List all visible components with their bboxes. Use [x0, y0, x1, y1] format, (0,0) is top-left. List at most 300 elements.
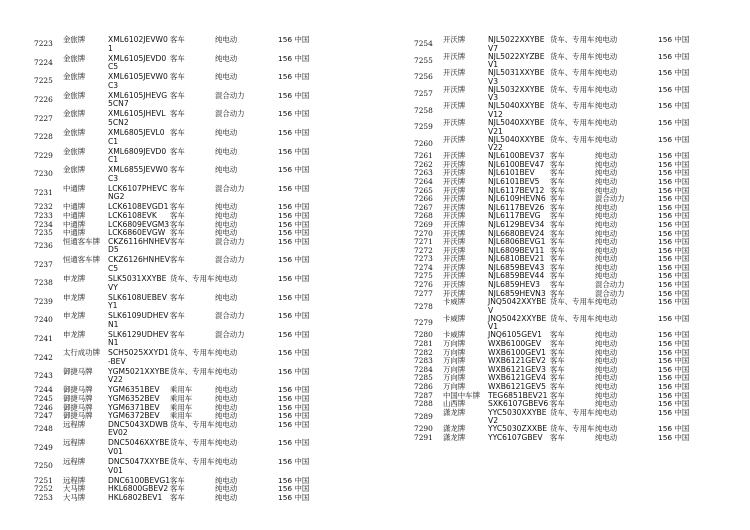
country-cell: 156 中国	[658, 407, 690, 417]
row-number: 7287	[414, 390, 433, 400]
brand-cell: 万向牌	[443, 364, 466, 374]
vehicle-type-cell: 货车、专用车	[170, 457, 215, 467]
brand-cell: 万向牌	[443, 356, 466, 366]
model-cell: LCK6108EVK	[108, 210, 157, 220]
vehicle-type-cell: 货车、专用车	[170, 438, 215, 448]
power-type-cell: 纯电动	[215, 394, 238, 404]
model-cell: XML6102JEVW0	[108, 35, 168, 44]
row-number: 7261	[414, 151, 433, 161]
model-cell-continued: V1	[488, 60, 499, 70]
model-cell: DNC5046XXYBE	[108, 438, 170, 448]
table-row	[34, 185, 356, 204]
country-cell: 156 中国	[658, 151, 690, 161]
model-cell-continued: V12	[488, 109, 503, 119]
brand-cell: 远程牌	[63, 457, 86, 467]
row-number: 7279	[414, 318, 433, 328]
country-cell: 156 中国	[658, 373, 690, 383]
brand-cell: 卡威牌	[443, 330, 466, 340]
country-cell: 156 中国	[278, 72, 310, 82]
vehicle-type-cell: 客车	[170, 329, 185, 339]
table-row	[34, 275, 356, 294]
power-type-cell: 纯电动	[215, 165, 238, 175]
table-row	[34, 238, 356, 257]
country-cell: 156 中国	[278, 273, 310, 283]
row-number: 7233	[34, 210, 53, 220]
country-cell: 156 中国	[278, 210, 310, 220]
table-row	[414, 136, 736, 153]
country-cell: 156 中国	[658, 288, 690, 298]
row-number: 7275	[414, 271, 433, 281]
model-cell-continued: V3	[488, 76, 499, 86]
table-row	[34, 256, 356, 275]
power-type-cell: 纯电动	[595, 330, 618, 340]
country-cell: 156 中国	[658, 237, 690, 247]
power-type-cell: 纯电动	[595, 297, 618, 307]
power-type-cell: 纯电动	[595, 35, 618, 44]
model-cell: NJL6117BEVG	[488, 211, 541, 221]
brand-cell: 申龙牌	[63, 329, 86, 339]
country-cell: 156 中国	[658, 424, 690, 434]
brand-cell: 开沃牌	[443, 262, 466, 272]
brand-cell: 开沃牌	[443, 288, 466, 298]
power-type-cell: 混合动力	[595, 288, 625, 298]
vehicle-type-cell: 客车	[550, 399, 565, 409]
country-cell: 156 中国	[658, 134, 690, 144]
country-cell: 156 中国	[278, 385, 310, 395]
vehicle-type-cell: 客车	[550, 185, 565, 195]
row-number: 7224	[34, 57, 53, 67]
country-cell: 156 中国	[278, 457, 310, 467]
vehicle-type-cell: 客车	[170, 90, 185, 100]
model-cell-continued: V1	[488, 322, 499, 332]
model-cell: NJL6100BEV37	[488, 151, 545, 161]
model-cell: NJL6806BEVG1	[488, 237, 546, 247]
model-cell: YYC5030XXYBE	[488, 407, 547, 417]
brand-cell: 申龙牌	[63, 273, 86, 283]
brand-cell: 远程牌	[63, 475, 86, 485]
power-type-cell: 纯电动	[215, 484, 238, 494]
country-cell: 156 中国	[278, 109, 310, 119]
brand-cell: 开沃牌	[443, 194, 466, 204]
row-number: 7226	[34, 95, 53, 105]
table-row	[34, 312, 356, 331]
model-cell: SXK6107GBEV6	[488, 399, 549, 409]
country-cell: 156 中国	[658, 254, 690, 264]
model-cell: NJL6810BEV21	[488, 254, 545, 264]
row-number: 7262	[414, 159, 433, 169]
table-row	[34, 494, 356, 503]
country-cell: 156 中国	[658, 228, 690, 238]
vehicle-type-cell: 货车、专用车	[170, 273, 215, 283]
row-number: 7273	[414, 254, 433, 264]
vehicle-type-cell: 客车	[170, 202, 185, 212]
table-row	[414, 298, 736, 315]
model-cell: WXB6100GEV1	[488, 347, 546, 357]
brand-cell: 金旅牌	[63, 165, 86, 175]
row-number: 7247	[34, 411, 53, 421]
vehicle-type-cell: 客车	[170, 475, 185, 485]
row-number: 7268	[414, 211, 433, 221]
vehicle-type-cell: 货车、专用车	[550, 424, 595, 434]
model-cell: DNC5043XDWB	[108, 419, 168, 429]
model-cell-continued: V22	[108, 375, 123, 385]
country-cell: 156 中国	[278, 419, 310, 429]
vehicle-type-cell: 货车、专用车	[550, 297, 595, 307]
country-cell: 156 中国	[658, 159, 690, 169]
country-cell: 156 中国	[278, 165, 310, 175]
row-number: 7270	[414, 228, 433, 238]
model-cell: NJL5031XXYBE	[488, 68, 545, 78]
model-cell-continued: Y1	[108, 301, 118, 311]
brand-cell: 万向牌	[443, 382, 466, 391]
row-number: 7249	[34, 442, 53, 452]
vehicle-type-cell: 客车	[550, 364, 565, 374]
country-cell: 156 中国	[278, 127, 310, 137]
power-type-cell: 纯电动	[595, 245, 618, 255]
row-number: 7286	[414, 382, 433, 391]
table-row	[414, 434, 736, 443]
model-cell: NJL6859HEVN3	[488, 288, 546, 298]
vehicle-type-cell: 客车	[550, 245, 565, 255]
power-type-cell: 纯电动	[215, 146, 238, 156]
power-type-cell: 纯电动	[595, 313, 618, 323]
brand-cell: 万向牌	[443, 339, 466, 349]
table-row	[34, 129, 356, 148]
row-number: 7269	[414, 219, 433, 229]
brand-cell: 申龙牌	[63, 292, 86, 302]
row-number: 7271	[414, 237, 433, 247]
row-number: 7274	[414, 262, 433, 272]
brand-cell: 中通牌	[63, 183, 86, 193]
power-type-cell: 纯电动	[595, 151, 618, 161]
model-cell: NJL5032XXYBE	[488, 84, 545, 94]
row-number: 7252	[34, 484, 53, 494]
country-cell: 156 中国	[658, 382, 690, 391]
country-cell: 156 中国	[278, 492, 310, 502]
model-cell: LCK6107PHEVC	[108, 183, 168, 193]
brand-cell: 中通牌	[63, 219, 86, 229]
power-type-cell: 纯电动	[595, 117, 618, 127]
brand-cell: 开沃牌	[443, 237, 466, 247]
power-type-cell: 纯电动	[595, 364, 618, 374]
power-type-cell: 纯电动	[215, 202, 238, 212]
model-cell: XML6855JEVW0	[108, 165, 168, 175]
power-type-cell: 混合动力	[595, 194, 625, 204]
model-cell: HKL6800GBEV2	[108, 484, 169, 494]
row-number: 7258	[414, 105, 433, 115]
brand-cell: 金旅牌	[63, 35, 86, 44]
model-cell-continued: V21	[488, 126, 503, 136]
row-number: 7255	[414, 55, 433, 65]
brand-cell: 中通牌	[63, 228, 86, 238]
country-cell: 156 中国	[278, 90, 310, 100]
power-type-cell: 纯电动	[595, 84, 618, 94]
table-row	[34, 110, 356, 129]
model-cell-continued: N1	[108, 319, 119, 329]
row-number: 7246	[34, 402, 53, 412]
brand-cell: 御捷马牌	[63, 411, 93, 421]
model-cell: JNQ5042XXYBE	[488, 313, 547, 323]
vehicle-type-cell: 客车	[170, 109, 185, 119]
brand-cell: 开沃牌	[443, 168, 466, 178]
brand-cell: 开沃牌	[443, 211, 466, 221]
model-cell: WXB6121GEV3	[488, 364, 546, 374]
model-cell: YGM6352BEV	[108, 394, 160, 404]
model-cell: WXB6100GEV	[488, 339, 542, 349]
model-cell-continued: N1	[108, 338, 119, 348]
power-type-cell: 纯电动	[215, 402, 238, 412]
country-cell: 156 中国	[658, 51, 690, 61]
model-cell-continued: EV02	[108, 428, 128, 438]
table-row	[34, 148, 356, 167]
row-number: 7266	[414, 194, 433, 204]
power-type-cell: 纯电动	[595, 356, 618, 366]
brand-cell: 金旅牌	[63, 72, 86, 82]
country-cell: 156 中国	[278, 228, 310, 238]
table-row	[34, 458, 356, 477]
country-cell: 156 中国	[278, 475, 310, 485]
model-cell: NJL6117BEV26	[488, 202, 545, 212]
country-cell: 156 中国	[658, 194, 690, 204]
row-number: 7239	[34, 296, 53, 306]
vehicle-type-cell: 客车	[550, 339, 565, 349]
power-type-cell: 纯电动	[595, 407, 618, 417]
row-number: 7257	[414, 89, 433, 99]
row-number: 7277	[414, 288, 433, 298]
power-type-cell: 纯电动	[595, 382, 618, 391]
brand-cell: 金旅牌	[63, 127, 86, 137]
row-number: 7259	[414, 122, 433, 132]
row-number: 7284	[414, 364, 433, 374]
power-type-cell: 纯电动	[595, 176, 618, 186]
power-type-cell: 混合动力	[215, 255, 245, 265]
power-type-cell: 纯电动	[215, 228, 238, 238]
model-cell: NJL6117BEV12	[488, 185, 545, 195]
model-cell: HKL6802BEV1	[108, 492, 163, 502]
power-type-cell: 纯电动	[595, 339, 618, 349]
power-type-cell: 纯电动	[595, 347, 618, 357]
model-cell-continued: V2	[488, 416, 499, 426]
row-number: 7265	[414, 185, 433, 195]
vehicle-type-cell: 客车	[170, 228, 185, 238]
power-type-cell: 混合动力	[215, 311, 245, 321]
row-number: 7272	[414, 245, 433, 255]
model-cell: WXB6121GEV5	[488, 382, 546, 391]
country-cell: 156 中国	[658, 364, 690, 374]
table-row	[34, 36, 356, 55]
power-type-cell: 纯电动	[215, 457, 238, 467]
vehicle-type-cell: 客车	[550, 219, 565, 229]
row-number: 7288	[414, 399, 433, 409]
vehicle-type-cell: 客车	[550, 159, 565, 169]
model-cell-continued: -BEV	[108, 356, 126, 366]
country-cell: 156 中国	[658, 168, 690, 178]
model-cell-continued: V3	[488, 93, 499, 103]
power-type-cell: 混合动力	[215, 329, 245, 339]
brand-cell: 远程牌	[63, 438, 86, 448]
row-number: 7238	[34, 278, 53, 288]
brand-cell: 中通牌	[63, 210, 86, 220]
country-cell: 156 中国	[278, 411, 310, 421]
brand-cell: 恒通客车牌	[63, 236, 100, 246]
power-type-cell: 纯电动	[215, 411, 238, 421]
power-type-cell: 纯电动	[595, 254, 618, 264]
brand-cell: 开沃牌	[443, 84, 466, 94]
brand-cell: 御捷马牌	[63, 385, 93, 395]
brand-cell: 金旅牌	[63, 146, 86, 156]
model-cell: NJL5022XXYBE	[488, 35, 545, 44]
power-type-cell: 纯电动	[215, 273, 238, 283]
model-cell-continued: NG2	[108, 192, 125, 202]
vehicle-type-cell: 乘用车	[170, 402, 193, 412]
power-type-cell: 纯电动	[215, 127, 238, 137]
row-number: 7251	[34, 475, 53, 485]
power-type-cell: 纯电动	[215, 475, 238, 485]
row-number: 7230	[34, 169, 53, 179]
model-cell: XML6105JHEVG	[108, 90, 168, 100]
power-type-cell: 纯电动	[595, 219, 618, 229]
row-number: 7283	[414, 356, 433, 366]
model-cell-continued: V22	[488, 143, 503, 153]
row-number: 7231	[34, 188, 53, 198]
country-cell: 156 中国	[658, 356, 690, 366]
brand-cell: 中国中车牌	[443, 390, 480, 400]
vehicle-type-cell: 客车	[550, 271, 565, 281]
row-number: 7282	[414, 347, 433, 357]
model-cell-continued: VY	[108, 282, 118, 292]
vehicle-type-cell: 货车、专用车	[170, 348, 215, 358]
model-cell: LCK6108EVGD1	[108, 202, 169, 212]
model-cell: NJL6859BEV43	[488, 262, 545, 272]
brand-cell: 开沃牌	[443, 134, 466, 144]
power-type-cell: 纯电动	[595, 101, 618, 111]
brand-cell: 万向牌	[443, 373, 466, 383]
model-cell: SCH5025XXYD1	[108, 348, 169, 358]
table-row	[414, 409, 736, 426]
vehicle-type-cell: 货车、专用车	[550, 51, 595, 61]
brand-cell: 开沃牌	[443, 254, 466, 264]
model-cell: NJL6129BEV34	[488, 219, 545, 229]
brand-cell: 开沃牌	[443, 176, 466, 186]
model-cell: LCK6809EVGM3	[108, 219, 170, 229]
model-cell-continued: C5	[108, 263, 119, 273]
brand-cell: 开沃牌	[443, 202, 466, 212]
brand-cell: 开沃牌	[443, 245, 466, 255]
row-number: 7228	[34, 132, 53, 142]
vehicle-type-cell: 客车	[170, 484, 185, 494]
vehicle-type-cell: 客车	[550, 254, 565, 264]
model-cell: NJL6680BEV24	[488, 228, 545, 238]
power-type-cell: 纯电动	[595, 424, 618, 434]
country-cell: 156 中国	[278, 219, 310, 229]
power-type-cell: 纯电动	[595, 185, 618, 195]
vehicle-type-cell: 货车、专用车	[550, 35, 595, 44]
vehicle-type-cell: 乘用车	[170, 411, 193, 421]
model-cell-continued: 1	[108, 43, 113, 53]
power-type-cell: 纯电动	[595, 262, 618, 272]
model-cell: YGM5021XXYBE	[108, 366, 170, 376]
row-number: 7253	[34, 492, 53, 502]
model-cell: CKZ6126HNHEV	[108, 255, 170, 265]
country-cell: 156 中国	[278, 311, 310, 321]
model-cell: TEG6851BEV21	[488, 390, 548, 400]
vehicle-type-cell: 货车、专用车	[550, 84, 595, 94]
model-cell: YGM6351BEV	[108, 385, 160, 395]
vehicle-type-cell: 客车	[170, 35, 185, 44]
brand-cell: 万向牌	[443, 347, 466, 357]
model-cell: NJL6109HEVN6	[488, 194, 546, 204]
brand-cell: 申龙牌	[63, 311, 86, 321]
vehicle-type-cell: 客车	[550, 168, 565, 178]
model-cell: JNQ5042XXYBE	[488, 297, 547, 307]
power-type-cell: 纯电动	[595, 211, 618, 221]
vehicle-type-cell: 客车	[170, 127, 185, 137]
table-column-right	[414, 36, 736, 443]
brand-cell: 潇龙牌	[443, 432, 466, 442]
model-cell: XML6105JHEVL	[108, 109, 166, 119]
row-number: 7276	[414, 280, 433, 290]
model-cell: SLK6109UDHEV	[108, 311, 169, 321]
power-type-cell: 混合动力	[595, 280, 625, 290]
vehicle-type-cell: 客车	[550, 356, 565, 366]
model-cell: SLK5031XXYBE	[108, 273, 167, 283]
brand-cell: 开沃牌	[443, 228, 466, 238]
brand-cell: 开沃牌	[443, 280, 466, 290]
model-cell-continued: V7	[488, 43, 499, 53]
table-row	[414, 119, 736, 136]
brand-cell: 御捷马牌	[63, 402, 93, 412]
brand-cell: 金旅牌	[63, 53, 86, 63]
row-number: 7280	[414, 330, 433, 340]
brand-cell: 御捷马牌	[63, 366, 93, 376]
country-cell: 156 中国	[278, 53, 310, 63]
vehicle-type-cell: 客车	[170, 219, 185, 229]
country-cell: 156 中国	[278, 348, 310, 358]
vehicle-type-cell: 乘用车	[170, 394, 193, 404]
power-type-cell: 纯电动	[595, 228, 618, 238]
brand-cell: 御捷马牌	[63, 394, 93, 404]
power-type-cell: 纯电动	[215, 492, 238, 502]
vehicle-type-cell: 客车	[550, 382, 565, 391]
country-cell: 156 中国	[658, 432, 690, 442]
table-row	[414, 315, 736, 332]
country-cell: 156 中国	[658, 330, 690, 340]
country-cell: 156 中国	[278, 35, 310, 44]
vehicle-type-cell: 客车	[550, 176, 565, 186]
row-number: 7254	[414, 39, 433, 49]
power-type-cell: 纯电动	[215, 292, 238, 302]
row-number: 7248	[34, 424, 53, 434]
row-number: 7225	[34, 76, 53, 86]
vehicle-type-cell: 客车	[550, 347, 565, 357]
row-number: 7237	[34, 259, 53, 269]
row-number: 7285	[414, 373, 433, 383]
vehicle-type-cell: 客车	[170, 255, 185, 265]
table-row	[34, 368, 356, 387]
model-cell: NJL6859BEV44	[488, 271, 545, 281]
country-cell: 156 中国	[658, 399, 690, 409]
model-cell: NJL6101BEV	[488, 168, 535, 178]
model-cell: YGM6372BEV	[108, 411, 160, 421]
model-cell: NJL6809BEV11	[488, 245, 545, 255]
vehicle-type-cell: 货车、专用车	[170, 419, 215, 429]
country-cell: 156 中国	[658, 185, 690, 195]
vehicle-type-cell: 客车	[170, 236, 185, 246]
row-number: 7290	[414, 424, 433, 434]
table-row	[34, 73, 356, 92]
vehicle-type-cell: 乘用车	[170, 385, 193, 395]
brand-cell: 开沃牌	[443, 101, 466, 111]
